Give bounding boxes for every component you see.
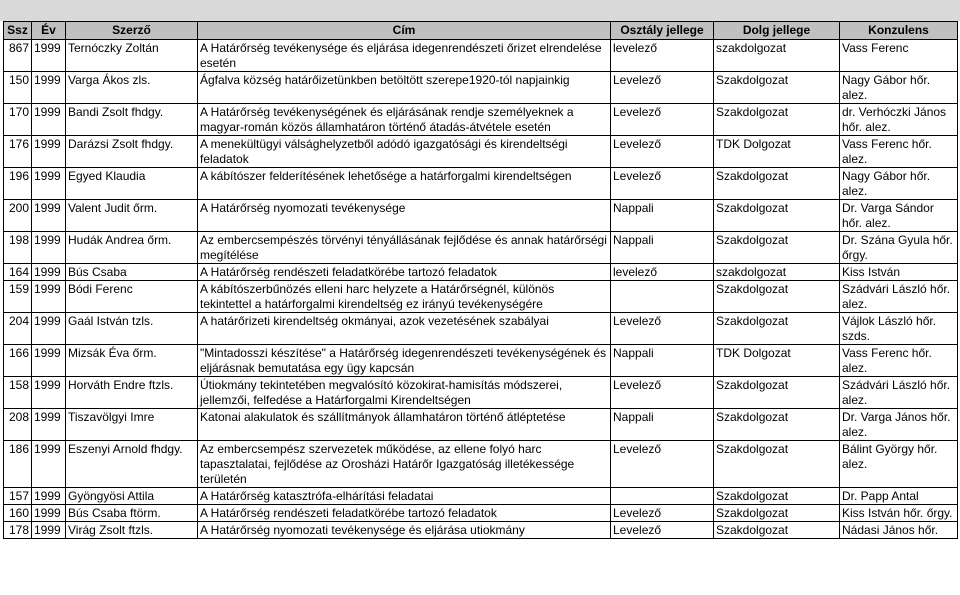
cell-ssz: 186	[4, 441, 32, 488]
cell-osztaly: Levelező	[611, 522, 714, 539]
cell-cim: A Határőrség rendészeti feladatkörébe tartozó feladatok	[198, 505, 611, 522]
cell-dolg: szakdolgozat	[714, 40, 840, 72]
table-row	[4, 232, 958, 264]
cell-szerzo: Eszenyi Arnold fhdgy.	[66, 441, 198, 488]
cell-ssz: 164	[4, 264, 32, 281]
cell-cim: A Határőrség tevékenységének és eljárásának rendje személyeknek a magyar-román közös államhatáron történő átadás-átvétele esetén	[198, 104, 611, 136]
cell-cim: A Határőrség nyomozati tevékenysége és eljárása utiokmány	[198, 522, 611, 539]
cell-szerzo: Gaál István tzls.	[66, 313, 198, 345]
cell-dolg: Szakdolgozat	[714, 168, 840, 200]
cell-osztaly: Nappali	[611, 200, 714, 232]
col-header-dolg: Dolg jellege	[714, 22, 840, 40]
header-row	[4, 22, 958, 40]
cell-szerzo: Ternóczky Zoltán	[66, 40, 198, 72]
cell-cim: Katonai alakulatok és szállítmányok államhatáron történő átléptetése	[198, 409, 611, 441]
cell-szerzo: Egyed Klaudia	[66, 168, 198, 200]
cell-osztaly: Nappali	[611, 409, 714, 441]
table-row	[4, 409, 958, 441]
cell-cim: A menekültügyi válsághelyzetből adódó igazgatósági és kirendeltségi feladatok	[198, 136, 611, 168]
cell-osztaly: Levelező	[611, 505, 714, 522]
cell-cim: Ágfalva község határőizetünkben betöltött szerepe1920-tól napjainkig	[198, 72, 611, 104]
cell-ssz: 198	[4, 232, 32, 264]
cell-szerzo: Bódi Ferenc	[66, 281, 198, 313]
cell-osztaly: Levelező	[611, 168, 714, 200]
cell-ev: 1999	[32, 232, 66, 264]
cell-konzulens: Szádvári László hőr. alez.	[840, 377, 958, 409]
cell-konzulens: Vass Ferenc	[840, 40, 958, 72]
cell-dolg: szakdolgozat	[714, 264, 840, 281]
cell-dolg: TDK Dolgozat	[714, 136, 840, 168]
col-header-szerzo: Szerző	[66, 22, 198, 40]
cell-ev: 1999	[32, 72, 66, 104]
table-body	[4, 40, 958, 539]
cell-ssz: 204	[4, 313, 32, 345]
cell-cim: A határőrizeti kirendeltség okmányai, azok vezetésének szabályai	[198, 313, 611, 345]
cell-osztaly	[611, 281, 714, 313]
cell-dolg: Szakdolgozat	[714, 200, 840, 232]
cell-konzulens: Szádvári László hőr. alez.	[840, 281, 958, 313]
cell-dolg: Szakdolgozat	[714, 313, 840, 345]
cell-cim: A Határőrség nyomozati tevékenysége	[198, 200, 611, 232]
cell-szerzo: Varga Ákos zls.	[66, 72, 198, 104]
table-row	[4, 441, 958, 488]
cell-ssz: 150	[4, 72, 32, 104]
table-row	[4, 40, 958, 72]
cell-ssz: 867	[4, 40, 32, 72]
cell-ssz: 157	[4, 488, 32, 505]
cell-cim: A kábítószerbűnözés elleni harc helyzete a Határőrségnél, különös tekintettel a határforgalmi kirendeltség ez irányú tevékenységére	[198, 281, 611, 313]
cell-dolg: Szakdolgozat	[714, 104, 840, 136]
cell-szerzo: Bús Csaba ftörm.	[66, 505, 198, 522]
cell-osztaly: Levelező	[611, 104, 714, 136]
table-row	[4, 345, 958, 377]
cell-ev: 1999	[32, 136, 66, 168]
cell-cim: Az embercsempész szervezetek működése, az ellene folyó harc tapasztalatai, fejlődése az Orosházi Határőr Igazgatóság illetékessége területén	[198, 441, 611, 488]
cell-ev: 1999	[32, 505, 66, 522]
cell-ev: 1999	[32, 345, 66, 377]
cell-ev: 1999	[32, 104, 66, 136]
cell-szerzo: Darázsi Zsolt fhdgy.	[66, 136, 198, 168]
cell-ev: 1999	[32, 264, 66, 281]
table-row	[4, 72, 958, 104]
cell-dolg: Szakdolgozat	[714, 522, 840, 539]
cell-osztaly: Levelező	[611, 441, 714, 488]
cell-ssz: 196	[4, 168, 32, 200]
table-row	[4, 264, 958, 281]
cell-ssz: 159	[4, 281, 32, 313]
cell-konzulens: Dr. Varga János hőr. alez.	[840, 409, 958, 441]
cell-osztaly: Nappali	[611, 345, 714, 377]
cell-cim: A Határőrség katasztrófa-elhárítási feladatai	[198, 488, 611, 505]
cell-osztaly: Nappali	[611, 232, 714, 264]
cell-szerzo: Virág Zsolt ftzls.	[66, 522, 198, 539]
col-header-cim: Cím	[198, 22, 611, 40]
cell-konzulens: Dr. Varga Sándor hőr. alez.	[840, 200, 958, 232]
cell-dolg: Szakdolgozat	[714, 377, 840, 409]
cell-dolg: Szakdolgozat	[714, 505, 840, 522]
cell-ev: 1999	[32, 377, 66, 409]
table-row	[4, 313, 958, 345]
cell-szerzo: Gyöngyösi Attila	[66, 488, 198, 505]
cell-ev: 1999	[32, 409, 66, 441]
table-row	[4, 104, 958, 136]
cell-osztaly: levelező	[611, 264, 714, 281]
cell-szerzo: Mizsák Éva őrm.	[66, 345, 198, 377]
cell-ev: 1999	[32, 281, 66, 313]
cell-ev: 1999	[32, 522, 66, 539]
cell-dolg: Szakdolgozat	[714, 281, 840, 313]
table-row	[4, 200, 958, 232]
cell-ssz: 160	[4, 505, 32, 522]
cell-ssz: 158	[4, 377, 32, 409]
cell-konzulens: dr. Verhóczki János hőr. alez.	[840, 104, 958, 136]
cell-konzulens: Kiss István hőr. őrgy.	[840, 505, 958, 522]
cell-ssz: 178	[4, 522, 32, 539]
cell-szerzo: Bús Csaba	[66, 264, 198, 281]
cell-konzulens: Kiss István	[840, 264, 958, 281]
table-row	[4, 281, 958, 313]
col-header-ssz: Ssz	[4, 22, 32, 40]
cell-ssz: 208	[4, 409, 32, 441]
table-row	[4, 168, 958, 200]
cell-konzulens: Nádasi János hőr.	[840, 522, 958, 539]
col-header-osztaly: Osztály jellege	[611, 22, 714, 40]
cell-szerzo: Tiszavölgyi Imre	[66, 409, 198, 441]
table-row	[4, 522, 958, 539]
cell-ev: 1999	[32, 168, 66, 200]
cell-ev: 1999	[32, 313, 66, 345]
cell-cim: A Határőrség rendészeti feladatkörébe tartozó feladatok	[198, 264, 611, 281]
cell-ev: 1999	[32, 441, 66, 488]
cell-szerzo: Hudák Andrea őrm.	[66, 232, 198, 264]
cell-ev: 1999	[32, 200, 66, 232]
cell-ssz: 176	[4, 136, 32, 168]
table-row	[4, 505, 958, 522]
cell-konzulens: Vájlok László hőr. szds.	[840, 313, 958, 345]
cell-ssz: 200	[4, 200, 32, 232]
cell-szerzo: Horváth Endre ftzls.	[66, 377, 198, 409]
cell-dolg: Szakdolgozat	[714, 488, 840, 505]
cell-cim: A kábítószer felderítésének lehetősége a határforgalmi kirendeltségen	[198, 168, 611, 200]
cell-dolg: Szakdolgozat	[714, 409, 840, 441]
cell-osztaly: Levelező	[611, 313, 714, 345]
cell-konzulens: Dr. Szána Gyula hőr. őrgy.	[840, 232, 958, 264]
cell-konzulens: Nagy Gábor hőr. alez.	[840, 168, 958, 200]
cell-cim: Útiokmány tekintetében megvalósító közokirat-hamisítás módszerei, jellemzői, felfedése a Határforgalmi Kirendeltségen	[198, 377, 611, 409]
cell-cim: A Határőrség tevékenysége és eljárása idegenrendészeti őrizet elrendelése esetén	[198, 40, 611, 72]
cell-osztaly: Levelező	[611, 72, 714, 104]
thesis-table	[3, 21, 958, 539]
cell-ssz: 170	[4, 104, 32, 136]
col-header-konzulens: Konzulens	[840, 22, 958, 40]
table-row	[4, 377, 958, 409]
cell-konzulens: Vass Ferenc hőr. alez.	[840, 136, 958, 168]
cell-dolg: Szakdolgozat	[714, 72, 840, 104]
cell-dolg: TDK Dolgozat	[714, 345, 840, 377]
cell-dolg: Szakdolgozat	[714, 232, 840, 264]
cell-szerzo: Valent Judit őrm.	[66, 200, 198, 232]
cell-konzulens: Bálint György hőr. alez.	[840, 441, 958, 488]
cell-dolg: Szakdolgozat	[714, 441, 840, 488]
spreadsheet-top-bar	[0, 0, 960, 21]
cell-konzulens: Dr. Papp Antal	[840, 488, 958, 505]
cell-ssz: 166	[4, 345, 32, 377]
cell-konzulens: Nagy Gábor hőr. alez.	[840, 72, 958, 104]
col-header-ev: Év	[32, 22, 66, 40]
cell-cim: "Mintadosszi készítése" a Határőrség idegenrendészeti tevékenységének és eljárásnak bemutatása egy ügy kapcsán	[198, 345, 611, 377]
cell-ev: 1999	[32, 40, 66, 72]
table-row	[4, 136, 958, 168]
cell-osztaly: levelező	[611, 40, 714, 72]
cell-osztaly: Levelező	[611, 136, 714, 168]
cell-ev: 1999	[32, 488, 66, 505]
cell-osztaly: Levelező	[611, 377, 714, 409]
cell-osztaly	[611, 488, 714, 505]
cell-konzulens: Vass Ferenc hőr. alez.	[840, 345, 958, 377]
cell-cim: Az embercsempészés törvényi tényállásának fejlődése és annak határőrségi megítélése	[198, 232, 611, 264]
table-row	[4, 488, 958, 505]
cell-szerzo: Bandi Zsolt fhdgy.	[66, 104, 198, 136]
